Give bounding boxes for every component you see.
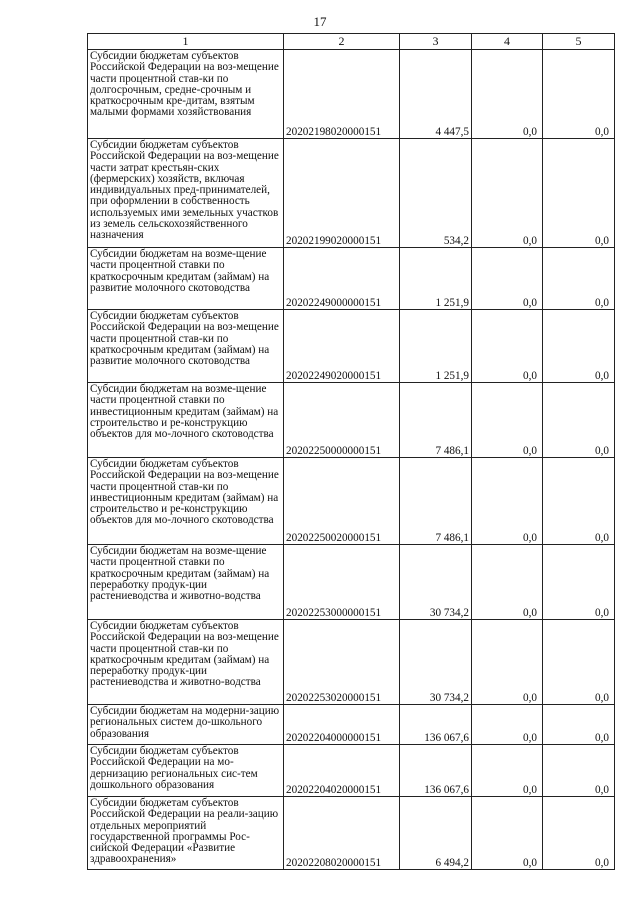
row-code: 20202250000000151: [284, 383, 400, 458]
row-name: Субсидии бюджетам на модерни-зацию региональных систем до-школьного образования: [88, 705, 284, 745]
column-header-5: 5: [543, 34, 615, 50]
table-row: [88, 50, 615, 139]
row-col5: 0,0: [543, 248, 615, 310]
budget-table: [87, 33, 615, 870]
row-code: 20202250020000151: [284, 458, 400, 545]
row-col4: 0,0: [472, 310, 543, 383]
row-code: 20202249020000151: [284, 310, 400, 383]
row-code: 20202249000000151: [284, 248, 400, 310]
row-col3: 7 486,1: [400, 458, 472, 545]
header-row: [88, 34, 615, 50]
row-name: Субсидии бюджетам субъектов Российской Федерации на воз-мещение части затрат крестьян-ских (фермерских) хозяйств, включая индивидуальных пред-принимателей, при оформлении в собственность используемых ими земельных участков из земель сельскохозяйственного назначения: [88, 139, 284, 248]
row-col4: 0,0: [472, 458, 543, 545]
row-col5: 0,0: [543, 50, 615, 139]
row-code: 20202198020000151: [284, 50, 400, 139]
table-row: [88, 383, 615, 458]
row-col3: 7 486,1: [400, 383, 472, 458]
table-row: [88, 797, 615, 870]
row-name: Субсидии бюджетам субъектов Российской Федерации на реали-зацию отдельных мероприятий государственной программы Рос-сийской Федерации «Развитие здравоохранения»: [88, 797, 284, 870]
row-col4: 0,0: [472, 705, 543, 745]
row-col5: 0,0: [543, 620, 615, 705]
table-row: [88, 139, 615, 248]
row-col3: 6 494,2: [400, 797, 472, 870]
table-row: [88, 545, 615, 620]
row-code: 20202204000000151: [284, 705, 400, 745]
row-col3: 136 067,6: [400, 705, 472, 745]
row-col4: 0,0: [472, 248, 543, 310]
row-name: Субсидии бюджетам субъектов Российской Федерации на воз-мещение части процентной став-ки по долгосрочным, средне-срочным и краткосрочным кре-дитам, взятым малыми формами хозяйствования: [88, 50, 284, 139]
row-col3: 30 734,2: [400, 545, 472, 620]
table-row: [88, 310, 615, 383]
page-number: 17: [313, 14, 327, 29]
row-name: Субсидии бюджетам на возме-щение части процентной ставки по инвестиционным кредитам (займам) на строительство и ре-конструкцию объектов для мо-лочного скотоводства: [88, 383, 284, 458]
row-col5: 0,0: [543, 310, 615, 383]
row-col4: 0,0: [472, 745, 543, 797]
column-header-4: 4: [472, 34, 543, 50]
row-col4: 0,0: [472, 620, 543, 705]
table-row: [88, 458, 615, 545]
row-name: Субсидии бюджетам субъектов Российской Федерации на мо-дернизацию региональных сис-тем дошкольного образования: [88, 745, 284, 797]
row-code: 20202253020000151: [284, 620, 400, 705]
row-name: Субсидии бюджетам субъектов Российской Федерации на воз-мещение части процентной став-ки по краткосрочным кредитам (займам) на переработку продук-ции растениеводства и животно-водства: [88, 620, 284, 705]
row-code: 20202253000000151: [284, 545, 400, 620]
row-col5: 0,0: [543, 745, 615, 797]
table-row: [88, 745, 615, 797]
row-col5: 0,0: [543, 797, 615, 870]
row-col4: 0,0: [472, 50, 543, 139]
row-col5: 0,0: [543, 383, 615, 458]
row-col4: 0,0: [472, 139, 543, 248]
row-name: Субсидии бюджетам субъектов Российской Федерации на воз-мещение части процентной став-ки по инвестиционным кредитам (займам) на строительство и ре-конструкцию объектов для мо-лочного скотоводства: [88, 458, 284, 545]
row-col5: 0,0: [543, 545, 615, 620]
row-col4: 0,0: [472, 545, 543, 620]
row-col3: 4 447,5: [400, 50, 472, 139]
row-col3: 30 734,2: [400, 620, 472, 705]
table-row: [88, 248, 615, 310]
row-col4: 0,0: [472, 797, 543, 870]
row-col4: 0,0: [472, 383, 543, 458]
row-name: Субсидии бюджетам субъектов Российской Федерации на воз-мещение части процентной став-ки по краткосрочным кредитам (займам) на развитие молочного скотоводства: [88, 310, 284, 383]
column-header-1: 1: [88, 34, 284, 50]
column-header-2: 2: [284, 34, 400, 50]
row-code: 20202204020000151: [284, 745, 400, 797]
row-col5: 0,0: [543, 139, 615, 248]
row-col5: 0,0: [543, 458, 615, 545]
row-col3: 534,2: [400, 139, 472, 248]
row-name: Субсидии бюджетам на возме-щение части процентной ставки по краткосрочным кредитам (займам) на развитие молочного скотоводства: [88, 248, 284, 310]
row-col3: 1 251,9: [400, 248, 472, 310]
row-code: 20202208020000151: [284, 797, 400, 870]
row-col3: 1 251,9: [400, 310, 472, 383]
table-row: [88, 620, 615, 705]
table-row: [88, 705, 615, 745]
row-name: Субсидии бюджетам на возме-щение части процентной ставки по краткосрочным кредитам (займам) на переработку продук-ции растениеводства и животно-водства: [88, 545, 284, 620]
row-code: 20202199020000151: [284, 139, 400, 248]
column-header-3: 3: [400, 34, 472, 50]
row-col3: 136 067,6: [400, 745, 472, 797]
row-col5: 0,0: [543, 705, 615, 745]
